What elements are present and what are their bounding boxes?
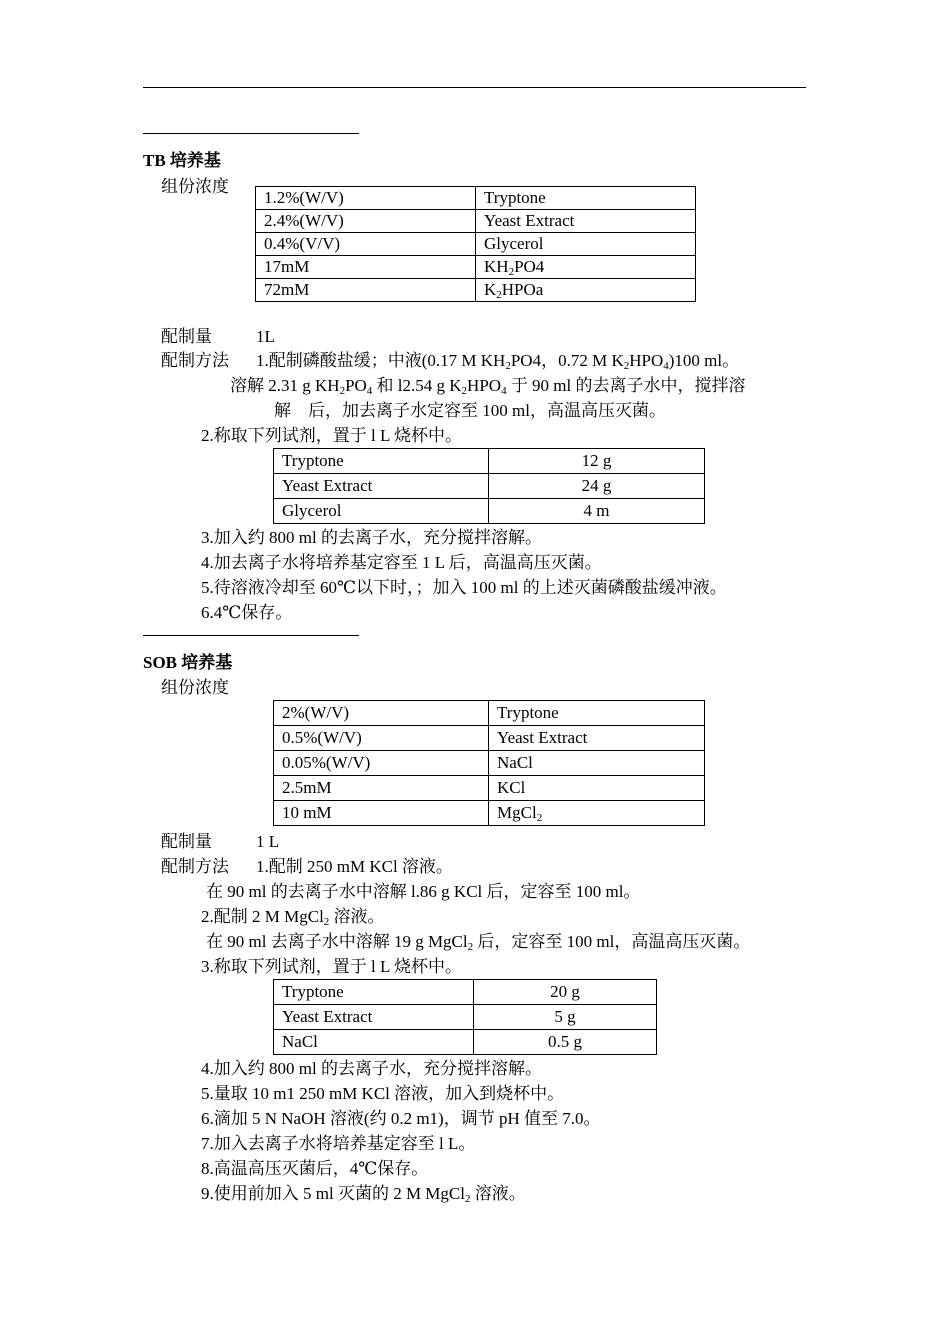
table-row [256, 279, 696, 302]
concentration-cell: 72mM [256, 279, 476, 302]
tb-step-1-detail-cont: 解 后，加去离子水定容至 100 ml，高温高压灭菌。 [274, 401, 666, 420]
table-row [274, 980, 657, 1005]
concentration-cell: 0.4%(V/V) [256, 233, 476, 256]
concentration-cell: 2%(W/V) [274, 701, 489, 726]
table-row [274, 701, 705, 726]
amount-cell: 12 g [489, 449, 705, 474]
tb-step-1-detail: 溶解 2.31 g $KH_2PO_4$ 和 l2.54 g $K_2HPO_4$ 于 90 ml 的去离子水中，搅拌溶 [230, 376, 746, 397]
sob-step-3: 3.称取下列试剂，置于 l L 烧杯中。 [201, 957, 462, 976]
table-row [274, 449, 705, 474]
table-row [256, 187, 696, 210]
sob-section-rule [143, 635, 359, 636]
table-row [256, 256, 696, 279]
tb-volume-value: 1L [256, 327, 275, 346]
reagent-cell: Tryptone [489, 701, 705, 726]
reagent-cell: Yeast Extract [476, 210, 696, 233]
sob-step-5: 5.量取 10 m1 250 mM KCl 溶液，加入到烧杯中。 [201, 1084, 565, 1103]
sob-heading: SOB 培养基 [143, 653, 233, 672]
amount-cell: 4 m [489, 499, 705, 524]
reagent-cell: KCl [489, 776, 705, 801]
concentration-cell: 1.2%(W/V) [256, 187, 476, 210]
concentration-cell: 17mM [256, 256, 476, 279]
reagent-cell: MgCl$_2$ [489, 801, 705, 826]
concentration-cell: 2.5mM [274, 776, 489, 801]
page-header-rule [143, 87, 806, 88]
tb-step-2: 2.称取下列试剂，置于 l L 烧杯中。 [201, 426, 462, 445]
reagent-cell: Glycerol [274, 499, 489, 524]
tb-composition-table [255, 186, 696, 302]
concentration-cell: 10 mM [274, 801, 489, 826]
tb-heading: TB 培养基 [143, 151, 221, 170]
tb-step-3: 3.加入约 800 ml 的去离子水，充分搅拌溶解。 [201, 528, 542, 547]
reagent-cell: Glycerol [476, 233, 696, 256]
table-row [274, 1030, 657, 1055]
tb-volume-label: 配制量 [161, 327, 212, 346]
reagent-cell: $KH_2PO4$ [476, 256, 696, 279]
sob-composition-label: 组份浓度 [161, 678, 229, 697]
reagent-cell: NaCl [489, 751, 705, 776]
table-row [274, 499, 705, 524]
tb-step-5: 5.待溶液冷却至 60℃以下时，；加入 100 ml 的上述灭菌磷酸盐缓冲液。 [201, 578, 727, 597]
tb-composition-label: 组份浓度 [161, 177, 229, 196]
reagent-cell: Yeast Extract [274, 474, 489, 499]
concentration-cell: 0.05%(W/V) [274, 751, 489, 776]
table-row [274, 776, 705, 801]
sob-step-9: 9.使用前加入 5 ml 灭菌的 2 M MgCl$_2$ 溶液。 [201, 1184, 526, 1205]
tb-step-1: 1.配制磷酸盐缓；中液(0.17 M $KH_2PO4$，0.72 M $K_2HPO_4)100$ ml。 [256, 351, 740, 372]
reagent-cell: Tryptone [274, 449, 489, 474]
tb-step-4: 4.加去离子水将培养基定容至 1 L 后，高温高压灭菌。 [201, 553, 602, 572]
table-row [274, 1005, 657, 1030]
sob-composition-table [273, 700, 705, 826]
table-row [274, 726, 705, 751]
sob-method-label: 配制方法 [161, 857, 229, 876]
reagent-cell: Tryptone [274, 980, 474, 1005]
tb-step-6: 6.4℃保存。 [201, 603, 293, 622]
sob-volume-value: 1 L [256, 832, 280, 851]
tb-weigh-table [273, 448, 705, 524]
sob-step-6: 6.滴加 5 N NaOH 溶液(约 0.2 m1)，调节 pH 值至 7.0。 [201, 1109, 601, 1128]
table-row [256, 233, 696, 256]
reagent-cell: $K_2HPOa$ [476, 279, 696, 302]
sob-volume-label: 配制量 [161, 832, 212, 851]
concentration-cell: 2.4%(W/V) [256, 210, 476, 233]
table-row [256, 210, 696, 233]
concentration-cell: 0.5%(W/V) [274, 726, 489, 751]
amount-cell: 20 g [474, 980, 657, 1005]
sob-step-8: 8.高温高压灭菌后，4℃保存。 [201, 1159, 429, 1178]
sob-step-2-detail: 在 90 ml 去离子水中溶解 19 g MgCl$_2$ 后，定容至 100 ml，高温高压灭菌。 [206, 932, 751, 953]
sob-step-7: 7.加入去离子水将培养基定容至 l L。 [201, 1134, 476, 1153]
sob-step-1-detail: 在 90 ml 的去离子水中溶解 l.86 g KCl 后，定容至 100 ml。 [206, 882, 641, 901]
amount-cell: 24 g [489, 474, 705, 499]
sob-step-2: 2.配制 2 M MgCl$_2$ 溶液。 [201, 907, 385, 928]
reagent-cell: Yeast Extract [489, 726, 705, 751]
sob-step-1: 1.配制 250 mM KCl 溶液。 [256, 857, 453, 876]
reagent-cell: Tryptone [476, 187, 696, 210]
tb-method-label: 配制方法 [161, 351, 229, 370]
table-row [274, 751, 705, 776]
amount-cell: 5 g [474, 1005, 657, 1030]
reagent-cell: NaCl [274, 1030, 474, 1055]
sob-weigh-table [273, 979, 657, 1055]
tb-section-rule [143, 133, 359, 134]
sob-step-4: 4.加入约 800 ml 的去离子水，充分搅拌溶解。 [201, 1059, 542, 1078]
amount-cell: 0.5 g [474, 1030, 657, 1055]
table-row [274, 474, 705, 499]
reagent-cell: Yeast Extract [274, 1005, 474, 1030]
table-row [274, 801, 705, 826]
